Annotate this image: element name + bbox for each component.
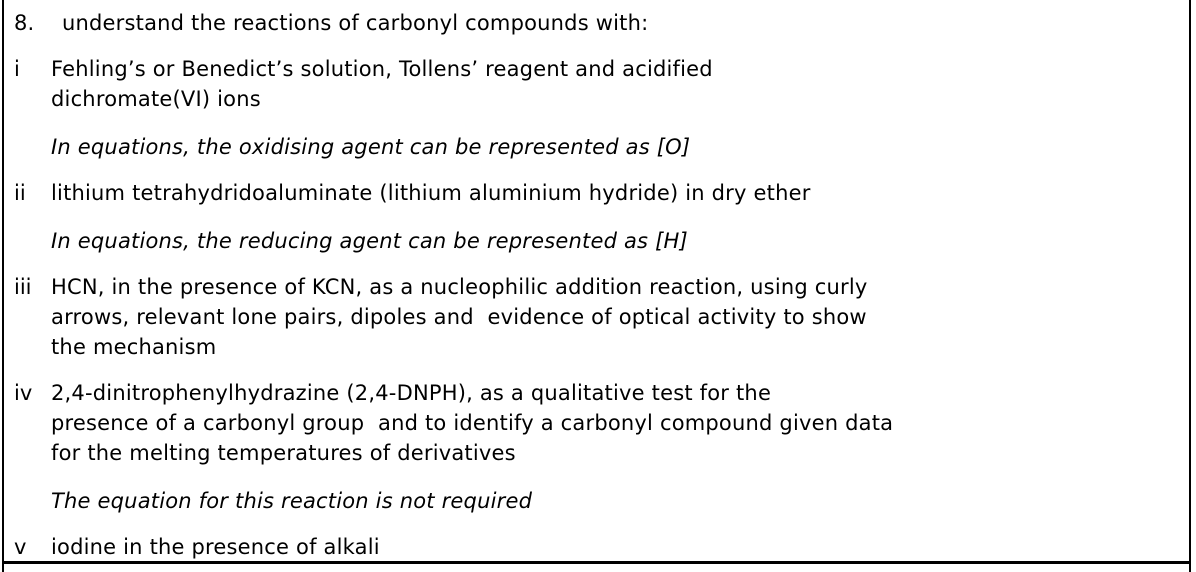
sub-item-body xyxy=(51,178,1169,256)
note-line: In equations, the oxidising agent can be represented as [O] xyxy=(51,135,691,159)
sub-item-i xyxy=(14,54,1169,162)
text-line: dichromate(VI) ions xyxy=(51,87,261,111)
spec-table-cell xyxy=(2,0,1191,564)
sub-item-marker: i xyxy=(14,57,20,81)
sub-item-body xyxy=(51,378,1169,516)
sub-item-body xyxy=(51,272,1169,362)
text-line: lithium tetrahydridoaluminate (lithium aluminium hydride) in dry ether xyxy=(51,181,811,205)
note-line: The equation for this reaction is not required xyxy=(51,489,533,513)
text-line: HCN, in the presence of KCN, as a nucleophilic addition reaction, using curly xyxy=(51,275,868,299)
text-line: for the melting temperatures of derivatives xyxy=(51,441,516,465)
text-line: presence of a carbonyl group and to identify a carbonyl compound given data xyxy=(51,411,894,435)
sub-item-ii xyxy=(14,178,1169,256)
text-line: the mechanism xyxy=(51,335,217,359)
text-line: 2,4-dinitrophenylhydrazine (2,4-DNPH), as a qualitative test for the xyxy=(51,381,772,405)
sub-item-v xyxy=(14,532,1169,562)
note-line: In equations, the reducing agent can be represented as [H] xyxy=(51,229,688,253)
text-line: iodine in the presence of alkali xyxy=(51,535,380,559)
sub-item-list xyxy=(14,54,1169,562)
sub-item-marker: ii xyxy=(14,181,26,205)
next-table-row-edge xyxy=(2,564,1191,572)
sub-item-body xyxy=(51,532,1169,562)
item-intro-text: understand the reactions of carbonyl compounds with: xyxy=(62,11,649,35)
text-line: arrows, relevant lone pairs, dipoles and evidence of optical activity to show xyxy=(51,305,867,329)
sub-item-marker: iii xyxy=(14,275,32,299)
sub-item-iv xyxy=(14,378,1169,516)
text-line: Fehling’s or Benedict’s solution, Tollens’ reagent and acidified xyxy=(51,57,713,81)
item-number: 8. xyxy=(14,11,35,35)
sub-item-marker: v xyxy=(14,535,27,559)
sub-item-iii xyxy=(14,272,1169,362)
sub-item-marker: iv xyxy=(14,381,33,405)
sub-item-body xyxy=(51,54,1169,162)
spec-item-8 xyxy=(14,8,1169,38)
